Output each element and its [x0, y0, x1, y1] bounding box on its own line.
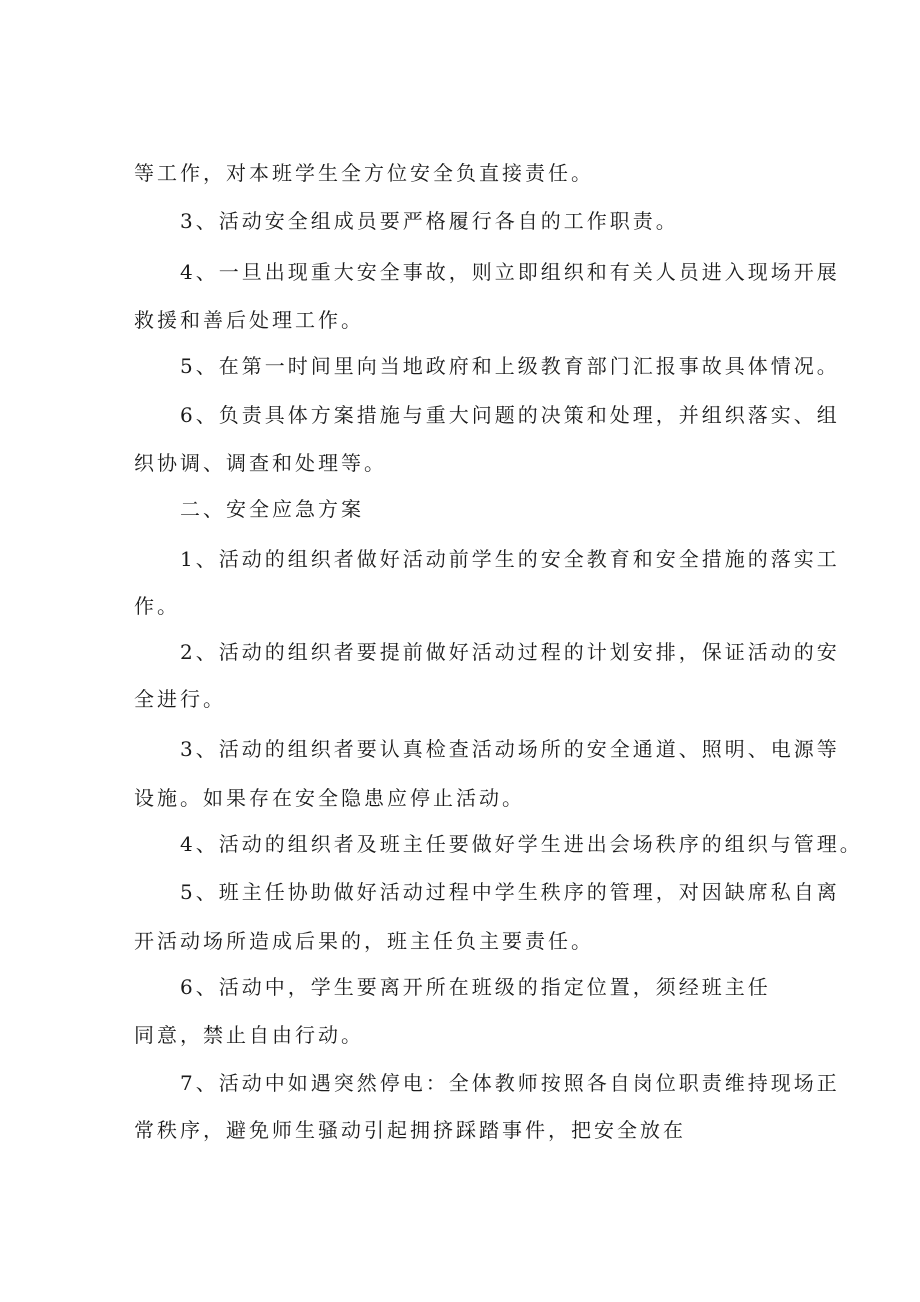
text-line: 4、活动的组织者及班主任要做好学生进出会场秩序的组织与管理。: [180, 832, 863, 856]
text-line: 7、活动中如遇突然停电：全体教师按照各自岗位职责维持现场正: [180, 1071, 840, 1095]
text-line: 1、活动的组织者做好活动前学生的安全教育和安全措施的落实工: [180, 547, 840, 571]
text-line: 常秩序，避免师生骚动引起拥挤踩踏事件，把安全放在: [134, 1118, 686, 1142]
text-line: 2、活动的组织者要提前做好活动过程的计划安排，保证活动的安: [180, 640, 840, 664]
text-line: 全进行。: [134, 687, 226, 711]
text-line: 6、负责具体方案措施与重大问题的决策和处理，并组织落实、组: [180, 403, 840, 427]
text-line: 作。: [134, 594, 180, 618]
text-line: 3、活动安全组成员要严格履行各自的工作职责。: [180, 209, 679, 233]
text-line: 4、一旦出现重大安全事故，则立即组织和有关人员进入现场开展: [180, 260, 840, 284]
text-line: 设施。如果存在安全隐患应停止活动。: [134, 786, 525, 810]
text-line: 等工作，对本班学生全方位安全负直接责任。: [134, 161, 594, 185]
text-line: 5、在第一时间里向当地政府和上级教育部门汇报事故具体情况。: [180, 354, 840, 378]
text-line: 救援和善后处理工作。: [134, 308, 364, 332]
section-heading: 二、安全应急方案: [180, 497, 364, 521]
text-line: 3、活动的组织者要认真检查活动场所的安全通道、照明、电源等: [180, 737, 840, 761]
text-line: 开活动场所造成后果的，班主任负主要责任。: [134, 929, 594, 953]
text-line: 同意，禁止自由行动。: [134, 1023, 364, 1047]
text-line: 织协调、调查和处理等。: [134, 451, 387, 475]
text-line: 5、班主任协助做好活动过程中学生秩序的管理，对因缺席私自离: [180, 880, 840, 904]
text-line: 6、活动中，学生要离开所在班级的指定位置，须经班主任: [180, 975, 771, 999]
